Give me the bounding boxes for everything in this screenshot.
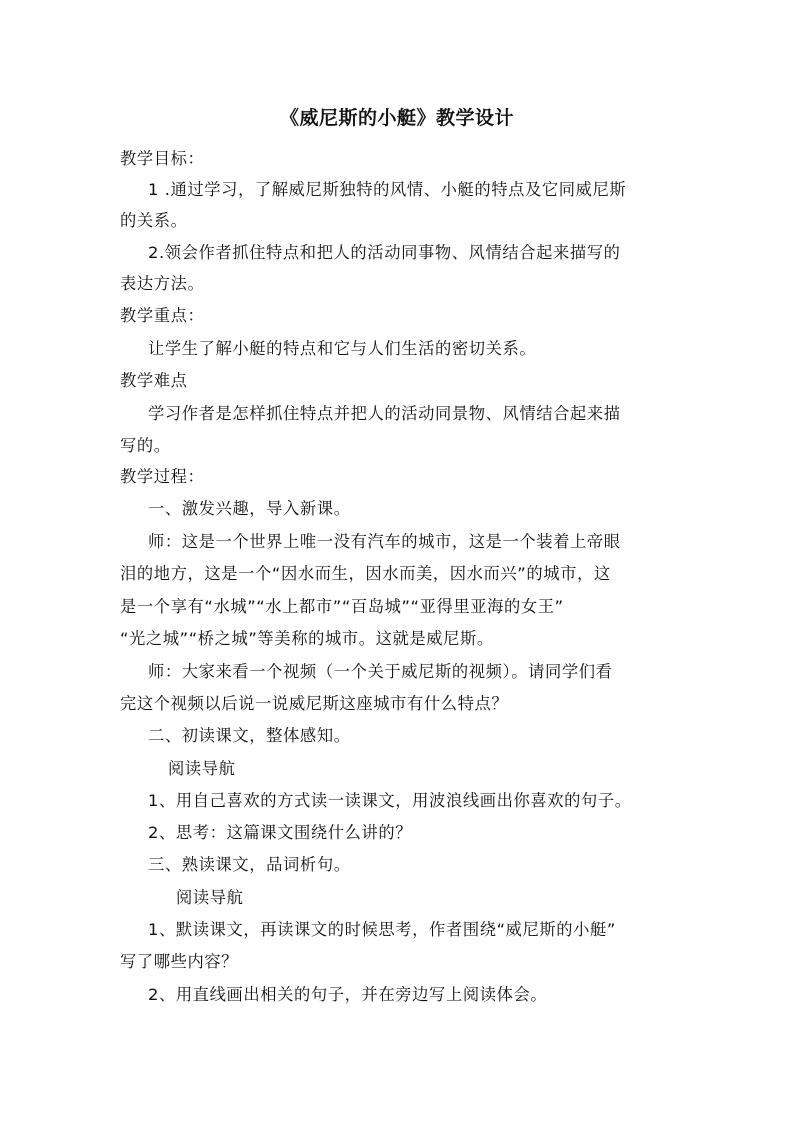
teacher-para-2-line-2: 完这个视频以后说一说威尼斯这座城市有什么特点？ [120,694,509,713]
objective-2-line-2: 表达方法。 [120,274,205,293]
reading-guide-1-item-2: 2、思考：这篇课文围绕什么讲的？ [148,823,413,842]
objective-2-line-1: 2.领会作者抓住特点和把人的活动同事物、风情结合起来描写的 [148,243,621,262]
teacher-para-2-line-1: 师：大家来看一个视频（一个关于威尼斯的视频）。请同学们看 [148,662,613,681]
heading-key-points: 教学重点： [120,306,205,325]
key-point-text: 让学生了解小艇的特点和它与人们生活的密切关系。 [148,339,537,358]
reading-guide-1-heading: 阅读导航 [168,759,236,778]
reading-guide-2-item-1-line-1: 1、默读课文，再读课文的时候思考，作者围绕“威尼斯的小艇” [148,920,616,939]
step-2-heading: 二、初读课文，整体感知。 [148,726,351,745]
teacher-para-1-line-4: “光之城”“桥之城”等美称的城市。这就是威尼斯。 [120,629,494,648]
reading-guide-2-item-2: 2、用直线画出相关的句子，并在旁边写上阅读体会。 [148,985,548,1004]
heading-difficulties: 教学难点 [120,371,188,390]
objective-1-line-2: 的关系。 [120,211,188,230]
reading-guide-1-item-1: 1、用自己喜欢的方式读一读课文，用波浪线画出你喜欢的句子。 [148,791,632,810]
heading-objectives: 教学目标： [120,149,205,168]
teacher-para-1-line-2: 泪的地方，这是一个“因水而生，因水而美，因水而兴”的城市，这 [120,564,611,583]
difficulty-line-2: 写的。 [120,436,171,455]
step-3-heading: 三、熟读课文，品词析句。 [148,855,351,874]
difficulty-line-1: 学习作者是怎样抓住特点并把人的活动同景物、风情结合起来描 [148,404,621,423]
reading-guide-2-heading: 阅读导航 [176,888,244,907]
reading-guide-2-item-1-line-2: 写了哪些内容？ [120,952,239,971]
document-title: 《威尼斯的小艇》教学设计 [279,107,514,129]
heading-process: 教学过程： [120,467,205,486]
objective-1-line-1: 1 .通过学习，了解威尼斯独特的风情、小艇的特点及它同威尼斯 [148,180,627,199]
teacher-para-1-line-1: 师：这是一个世界上唯一没有汽车的城市，这是一个装着上帝眼 [148,532,621,551]
teacher-para-1-line-3: 是一个享有“水城”“水上都市”“百岛城”“亚得里亚海的女王” [120,597,564,616]
step-1-heading: 一、激发兴趣，导入新课。 [148,499,351,518]
